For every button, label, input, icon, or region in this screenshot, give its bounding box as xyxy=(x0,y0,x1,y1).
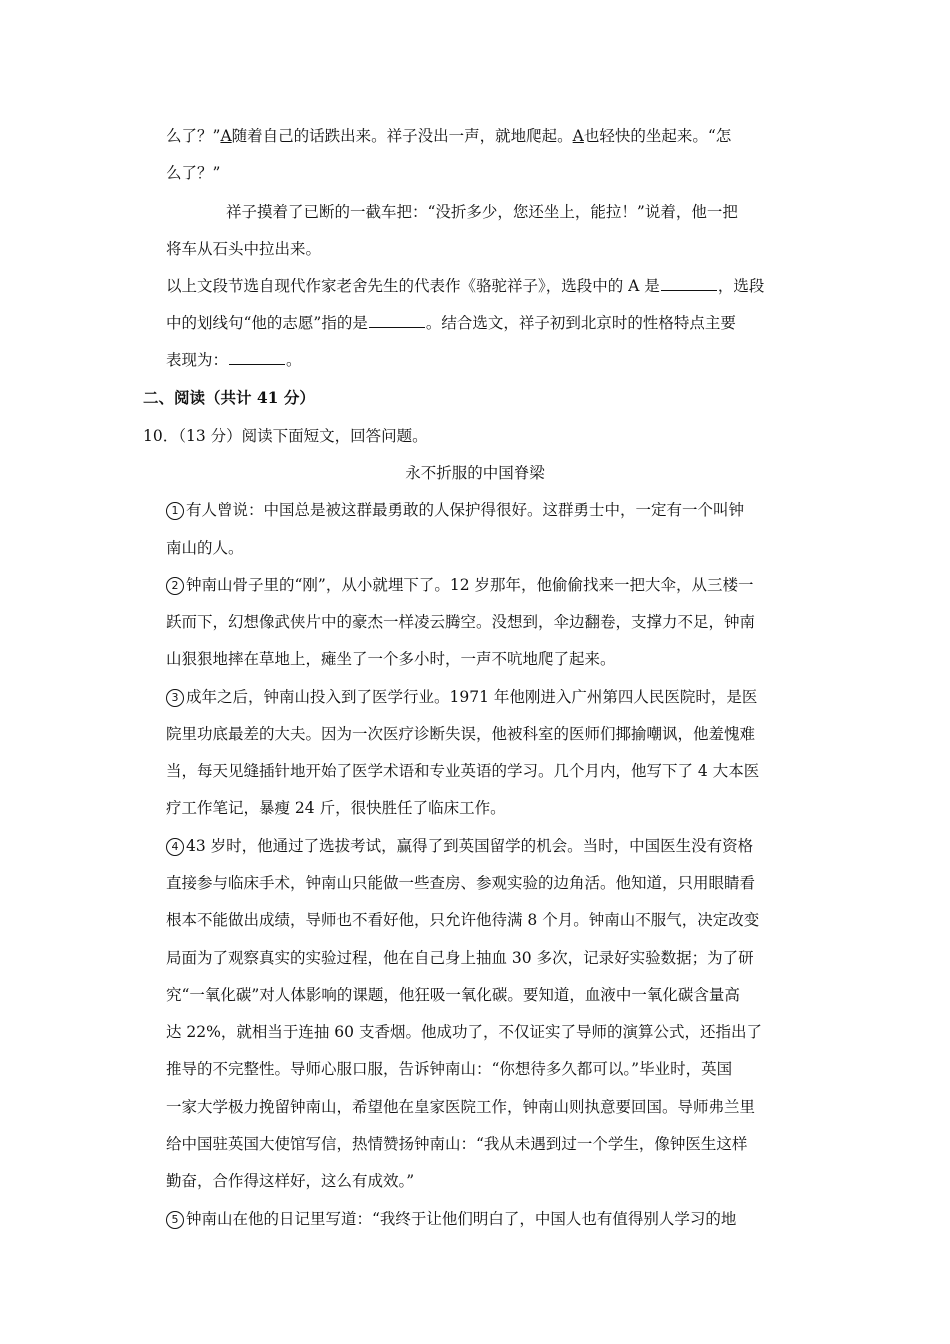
prev-text-line: 么了？” xyxy=(166,164,221,182)
text-span: 随着自己的话跌出来。祥子没出一声，就地爬起。 xyxy=(231,127,573,145)
text-span: ，选段 xyxy=(717,277,765,295)
paragraph-line: 推导的不完整性。导师心服口服，告诉钟南山：“你想待多久都可以。”毕业时，英国 xyxy=(166,1060,733,1078)
prev-text-line xyxy=(166,124,731,146)
answer-blank[interactable] xyxy=(661,276,717,291)
underlined-a: A xyxy=(220,127,232,145)
paragraph-line: 一家大学极力挽留钟南山，希望他在皇家医院工作，钟南山则执意要回国。导师弗兰里 xyxy=(166,1098,756,1116)
paragraph-line xyxy=(166,685,757,707)
article-title: 永不折服的中国脊梁 xyxy=(405,464,545,482)
paragraph-number: 5 xyxy=(166,1211,184,1229)
paragraph-number: 4 xyxy=(166,838,184,856)
paragraph-number: 3 xyxy=(166,689,184,707)
paragraph-line: 直接参与临床手术，钟南山只能做一些查房、参观实验的边角活。他知道，只用眼睛看 xyxy=(166,874,756,892)
paragraph-line: 当，每天见缝插针地开始了医学术语和专业英语的学习。几个月内，他写下了 4 大本医 xyxy=(166,762,760,780)
paragraph-line: 究“一氧化碳”对人体影响的课题，他狂吸一氧化碳。要知道，血液中一氧化碳含量高 xyxy=(166,986,740,1004)
paragraph-number: 1 xyxy=(166,502,184,520)
text-span: 表现为： xyxy=(166,351,229,369)
question-line xyxy=(166,311,736,333)
text-span: 有人曾说：中国总是被这群最勇敢的人保护得很好。这群勇士中，一定有一个叫钟 xyxy=(186,501,745,519)
text-span: 。 xyxy=(286,351,302,369)
question-line xyxy=(166,348,302,370)
text-span: 么了？” xyxy=(166,127,221,145)
paragraph-line: 院里功底最差的大夫。因为一次医疗诊断失误，他被科室的医师们揶揄嘲讽，他羞愧难 xyxy=(166,725,756,743)
section-heading: 二、阅读（共计 41 分） xyxy=(143,388,315,407)
paragraph-line: 山狠狠地摔在草地上，瘫坐了一个多小时，一声不吭地爬了起来。 xyxy=(166,650,616,668)
paragraph-line: 南山的人。 xyxy=(166,539,244,557)
paragraph-line xyxy=(166,1207,736,1229)
answer-blank[interactable] xyxy=(229,350,285,365)
paragraph-line: 局面为了观察真实的实验过程，他在自己身上抽血 30 多次，记录好实验数据；为了研 xyxy=(166,949,754,967)
text-span: 以上文段节选自现代作家老舍先生的代表作《骆驼祥子》，选段中的 A 是 xyxy=(166,277,660,295)
text-span: 钟南山在他的日记里写道：“我终于让他们明白了，中国人也有值得别人学习的地 xyxy=(186,1210,737,1228)
paragraph-line xyxy=(166,498,744,520)
paragraph-line xyxy=(166,573,754,595)
paragraph-line: 疗工作笔记，暴瘦 24 斤，很快胜任了临床工作。 xyxy=(166,799,506,817)
paragraph-line: 勤奋，合作得这样好，这么有成效。” xyxy=(166,1172,415,1190)
text-span: 。结合选文，祥子初到北京时的性格特点主要 xyxy=(425,314,736,332)
paragraph-line: 给中国驻英国大使馆写信，热情赞扬钟南山：“我从未遇到过一个学生，像钟医生这样 xyxy=(166,1135,748,1153)
underlined-a: A xyxy=(572,127,584,145)
paragraph-number: 2 xyxy=(166,577,184,595)
question-10: 10．（13 分）阅读下面短文，回答问题。 xyxy=(143,427,428,445)
prev-text-line: 祥子摸着了已断的一截车把：“没折多少，您还坐上，能拉！”说着，他一把 xyxy=(226,203,738,221)
text-span: 也轻快的坐起来。“怎 xyxy=(583,127,732,145)
paragraph-line xyxy=(166,834,753,856)
prev-text-line: 将车从石头中拉出来。 xyxy=(166,240,322,258)
paragraph-line: 跃而下，幻想像武侠片中的豪杰一样凌云腾空。没想到，伞边翻卷，支撑力不足，钟南 xyxy=(166,613,756,631)
text-span: 中的划线句“他的志愿”指的是 xyxy=(166,314,368,332)
text-span: 成年之后，钟南山投入到了医学行业。1971 年他刚进入广州第四人民医院时，是医 xyxy=(186,688,758,706)
answer-blank[interactable] xyxy=(369,313,425,328)
paragraph-line: 达 22%，就相当于连抽 60 支香烟。他成功了，不仅证实了导师的演算公式，还指出了 xyxy=(166,1023,762,1041)
text-span: 钟南山骨子里的“刚”，从小就埋下了。12 岁那年，他偷偷找来一把大伞，从三楼一 xyxy=(186,576,754,594)
text-span: 43 岁时，他通过了选拔考试，赢得了到英国留学的机会。当时，中国医生没有资格 xyxy=(186,837,754,855)
question-line xyxy=(166,274,764,296)
paragraph-line: 根本不能做出成绩，导师也不看好他，只允许他待满 8 个月。钟南山不服气，决定改变 xyxy=(166,911,760,929)
